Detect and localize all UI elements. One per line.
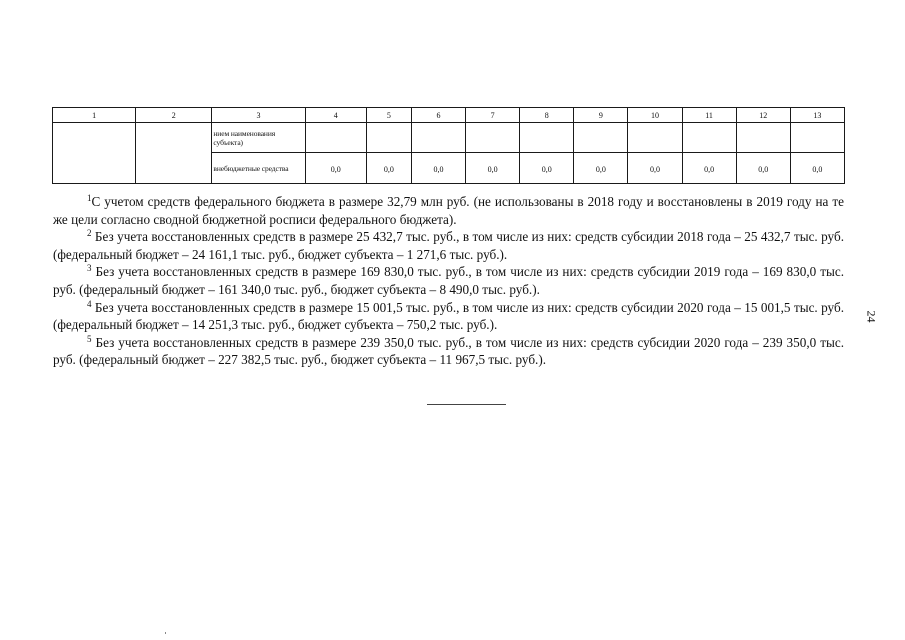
budget-table <box>52 107 845 184</box>
value-cell <box>682 123 736 153</box>
value-cell: 0,0 <box>466 153 520 184</box>
value-cell <box>520 123 574 153</box>
empty-cell-col1 <box>53 123 136 184</box>
value-cell: 0,0 <box>682 153 736 184</box>
value-cell: 0,0 <box>411 153 465 184</box>
row-label-cell: нием наименования субъекта) <box>212 123 305 153</box>
footnote-text: Без учета восстановленных средств в размере 169 830,0 тыс. руб., в том числе из них: средств субсидии 2019 года – 169 830,0 тыс. руб. (федеральный бюджет – 161 340,0 тыс. руб., бюджет субъекта – 8 490,0 тыс. руб.). <box>53 264 844 297</box>
column-header-1: 1 <box>53 108 136 123</box>
value-cell: 0,0 <box>790 153 844 184</box>
column-header-11: 11 <box>682 108 736 123</box>
footnote-5 <box>53 334 844 369</box>
column-header-3: 3 <box>212 108 305 123</box>
footnote-3 <box>53 263 844 298</box>
value-cell: 0,0 <box>574 153 628 184</box>
value-cell <box>411 123 465 153</box>
row-label-cell: внебюджетные средства <box>212 153 305 184</box>
page-number: 24 <box>864 310 879 323</box>
footnote-marker: 4 <box>87 298 92 309</box>
footnote-2 <box>53 228 844 263</box>
table-header-row <box>53 108 845 123</box>
value-cell: 0,0 <box>520 153 574 184</box>
footnote-marker: 3 <box>87 263 92 274</box>
value-cell <box>628 123 682 153</box>
footnote-text: С учетом средств федерального бюджета в размере 32,79 млн руб. (не использованы в 2018 году и восстановлены в 2019 году на те же цели согласно сводной бюджетной росписи федерального бюджета). <box>53 194 844 227</box>
footnote-marker: 5 <box>87 333 92 344</box>
value-cell: 0,0 <box>736 153 790 184</box>
footnote-text: Без учета восстановленных средств в размере 25 432,7 тыс. руб., в том числе из них: средств субсидии 2018 года – 25 432,7 тыс. руб. (федеральный бюджет – 24 161,1 тыс. руб., бюджет субъекта – 1 271,6 тыс. руб.). <box>53 229 844 262</box>
value-cell <box>305 123 366 153</box>
column-header-13: 13 <box>790 108 844 123</box>
value-cell <box>466 123 520 153</box>
column-header-10: 10 <box>628 108 682 123</box>
column-header-5: 5 <box>366 108 411 123</box>
value-cell <box>574 123 628 153</box>
value-cell: 0,0 <box>628 153 682 184</box>
column-header-6: 6 <box>411 108 465 123</box>
column-header-2: 2 <box>136 108 212 123</box>
column-header-12: 12 <box>736 108 790 123</box>
footnote-marker: 1 <box>87 193 92 203</box>
value-cell <box>790 123 844 153</box>
column-header-8: 8 <box>520 108 574 123</box>
empty-cell-col2 <box>136 123 212 184</box>
value-cell <box>366 123 411 153</box>
column-header-4: 4 <box>305 108 366 123</box>
column-header-7: 7 <box>466 108 520 123</box>
end-divider <box>427 404 506 405</box>
value-cell <box>736 123 790 153</box>
column-header-9: 9 <box>574 108 628 123</box>
footnote-text: Без учета восстановленных средств в размере 239 350,0 тыс. руб., в том числе из них: средств субсидии 2020 года – 239 350,0 тыс. руб. (федеральный бюджет – 227 382,5 тыс. руб., бюджет субъекта – 11 967,5 тыс. руб.). <box>53 334 844 368</box>
footnote-4 <box>53 299 844 334</box>
footnote-marker: 2 <box>87 228 92 239</box>
scan-speck <box>165 632 166 634</box>
footnotes <box>53 193 844 369</box>
footnote-1 <box>53 193 844 228</box>
value-cell: 0,0 <box>366 153 411 184</box>
footnote-text: Без учета восстановленных средств в размере 15 001,5 тыс. руб., в том числе из них: средств субсидии 2020 года – 15 001,5 тыс. руб. (федеральный бюджет – 14 251,3 тыс. руб., бюджет субъекта – 750,2 тыс. руб.). <box>53 299 844 333</box>
table-row <box>53 123 845 153</box>
value-cell: 0,0 <box>305 153 366 184</box>
